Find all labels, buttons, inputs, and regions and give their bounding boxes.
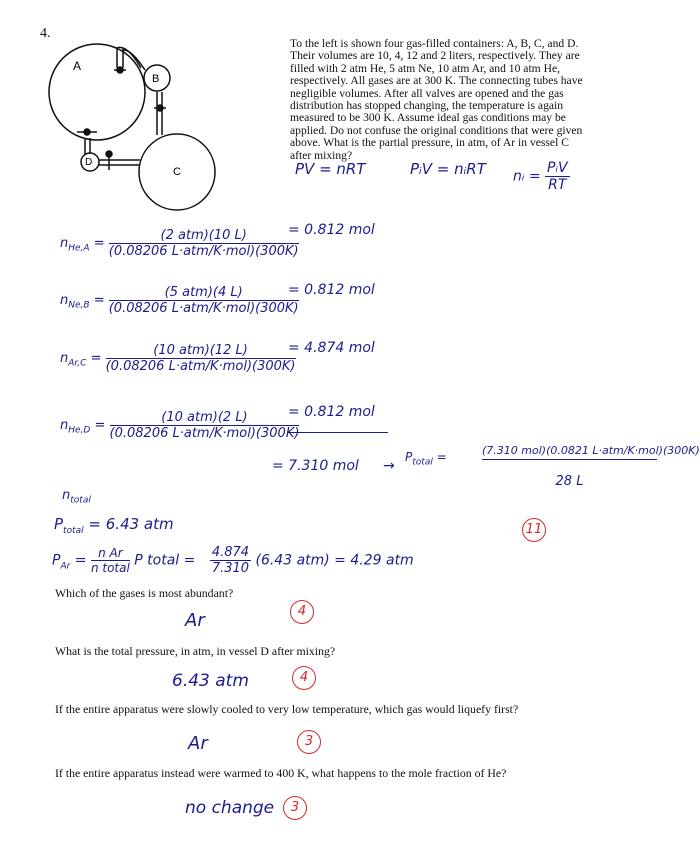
answer-2: Ar: [185, 610, 205, 631]
score-circle-4: 3: [297, 730, 321, 754]
p-total-symbol-sub: total: [63, 526, 84, 536]
label-a: A: [73, 59, 82, 73]
calc-lhs: n: [60, 236, 69, 251]
sum-underline: [288, 432, 388, 433]
calc-fraction: [110, 410, 300, 441]
calc-den: (0.08206 L·atm/K·mol)(300K): [105, 359, 296, 374]
calc-row-ne-b: $n_{Ne,B}$ = $\frac{\text{(5 atm)(4 L)}}{\text{(0.08206 L·atm/K·mol)(300K)}}$: [60, 285, 299, 316]
gas-containers-diagram: [55, 40, 215, 205]
question-2: Which of the gases is most abundant?: [55, 586, 234, 600]
calc-fraction: [109, 228, 299, 259]
partial-gas-law: PᵢV = nᵢRT: [410, 160, 486, 178]
problem-line: filled with 2 atm He, 5 atm Ne, 10 atm Ar, and 10 atm He,: [290, 61, 560, 75]
calc-row-ar-c: $n_{Ar,C}$ = $\frac{\text{(10 atm)(12 L)}}{\text{(0.08206 L·atm/K·mol)(300K)}}$: [60, 343, 296, 374]
p-ar-calc-den: 7.310: [211, 561, 250, 576]
question-3: What is the total pressure, in atm, in vessel D after mixing?: [55, 644, 336, 658]
calc-row-he-a: $n_{He,A}$ = $\frac{\text{(2 atm)(10 L)}}{\text{(0.08206 L·atm/K·mol)(300K)}}$: [60, 228, 299, 259]
result-he-a: = 0.812 mol: [288, 222, 375, 238]
score-circle-2: 4: [290, 600, 314, 624]
problem-number: 4.: [40, 26, 51, 41]
label-b: B: [152, 73, 160, 85]
p-ar-calc-num: 4.874: [211, 545, 250, 560]
p-total-symbol: P: [54, 515, 64, 533]
calc-sub: Ar,C: [68, 358, 87, 369]
moles-formula-fraction: [545, 160, 570, 193]
question-5: If the entire apparatus instead were warmed to 400 K, what happens to the mole fraction of He?: [55, 766, 507, 780]
score-circle-3: 4: [292, 666, 316, 690]
answer-4: Ar: [188, 733, 208, 754]
p-total-sub: total: [412, 457, 433, 468]
p-total-line: [54, 515, 174, 536]
n-total-n: n: [62, 488, 71, 503]
p-ar-frac-num: n Ar: [91, 546, 130, 561]
p-total-fraction: [482, 444, 700, 489]
problem-line: above. What is the partial pressure, in atm, of Ar in vessel C: [290, 136, 569, 150]
p-total-calc: $P_{total}$ =: [405, 450, 447, 468]
calc-den: (0.08206 L·atm/K·mol)(300K): [108, 244, 299, 259]
label-c: C: [173, 166, 181, 178]
result-ar-c: = 4.874 mol: [288, 340, 375, 356]
problem-line: Their volumes are 10, 4, 12 and 2 liters, respectively. They are: [290, 49, 580, 63]
moles-formula-den: RT: [548, 177, 567, 193]
calc-den: (0.08206 L·atm/K·mol)(300K): [109, 426, 300, 441]
n-total-label: [62, 488, 91, 506]
problem-line: respectively. All gases are at 300 K. The connecting tubes have: [290, 74, 583, 88]
arrow: →: [383, 458, 395, 474]
p-ar-sub: Ar: [60, 561, 71, 572]
p-ar-calc-rest: (6.43 atm) = 4.29 atm: [255, 552, 414, 569]
calc-lhs: n: [60, 418, 69, 433]
calc-sub: He,D: [68, 425, 91, 436]
p-total-label: P: [405, 450, 413, 464]
result-he-d: = 0.812 mol: [288, 404, 375, 420]
moles-formula-num: PᵢV: [547, 160, 568, 176]
problem-line: To the left is shown four gas-filled containers: A, B, C, and D.: [290, 37, 579, 50]
problem-statement: [290, 38, 630, 162]
calc-den: (0.08206 L·atm/K·mol)(300K): [108, 301, 299, 316]
question-4: If the entire apparatus were slowly cooled to very low temperature, which gas would liquefy first?: [55, 702, 519, 716]
p-total-num: (7.310 mol)(0.0821 L·atm/K·mol)(300K): [482, 444, 657, 460]
p-ar-line: $P_{Ar}$ = $\frac{\text{n Ar}}{\text{n total}}$ P total = $\frac{4.874}{7.310}$ (6.43 atm) = 4.29 atm: [52, 545, 414, 576]
calc-lhs: n: [60, 293, 69, 308]
n-total-sub: total: [70, 495, 91, 506]
calc-num: (10 atm)(12 L): [106, 343, 296, 359]
answer-3: 6.43 atm: [172, 671, 249, 691]
calc-num: (5 atm)(4 L): [109, 285, 299, 301]
calc-sub: Ne,B: [68, 300, 90, 311]
problem-line: negligible volumes. After all valves are opened and the gas: [290, 86, 564, 100]
calc-fraction: [109, 285, 299, 316]
p-ar-mid: P total =: [134, 552, 196, 569]
moles-formula-lhs: nᵢ =: [513, 168, 541, 185]
calc-num: (10 atm)(2 L): [110, 410, 300, 426]
problem-line: after mixing?: [290, 148, 353, 162]
score-circle-1: 11: [522, 518, 546, 542]
calc-num: (2 atm)(10 L): [109, 228, 299, 244]
p-ar-calc-fraction: [210, 545, 251, 576]
problem-line: measured to be 300 K. Assume ideal gas conditions may be: [290, 111, 566, 125]
calc-row-he-d: $n_{He,D}$ = $\frac{\text{(10 atm)(2 L)}}{\text{(0.08206 L·atm/K·mol)(300K)}}$: [60, 410, 300, 441]
score-circle-5: 3: [283, 796, 307, 820]
result-ne-b: = 0.812 mol: [288, 282, 375, 298]
ideal-gas-law: PV = nRT: [295, 160, 366, 178]
calc-lhs: n: [60, 351, 69, 366]
p-ar-mole-fraction: [91, 546, 130, 575]
p-total-value: = 6.43 atm: [88, 515, 174, 533]
label-d: D: [85, 157, 93, 168]
vessel-a: [49, 44, 145, 140]
calc-sub: He,A: [68, 243, 90, 254]
problem-line: applied. Do not confuse the original conditions that were given: [290, 123, 583, 137]
calc-fraction: [106, 343, 296, 374]
moles-formula: [513, 160, 570, 193]
problem-line: distribution has stopped changing, the temperature is again: [290, 99, 564, 113]
p-ar-frac-den: n total: [90, 561, 130, 575]
p-ar-symbol: P: [52, 552, 61, 569]
answer-5: no change: [185, 798, 275, 818]
p-total-den: 28 L: [555, 474, 584, 489]
total-moles: = 7.310 mol: [272, 458, 359, 474]
